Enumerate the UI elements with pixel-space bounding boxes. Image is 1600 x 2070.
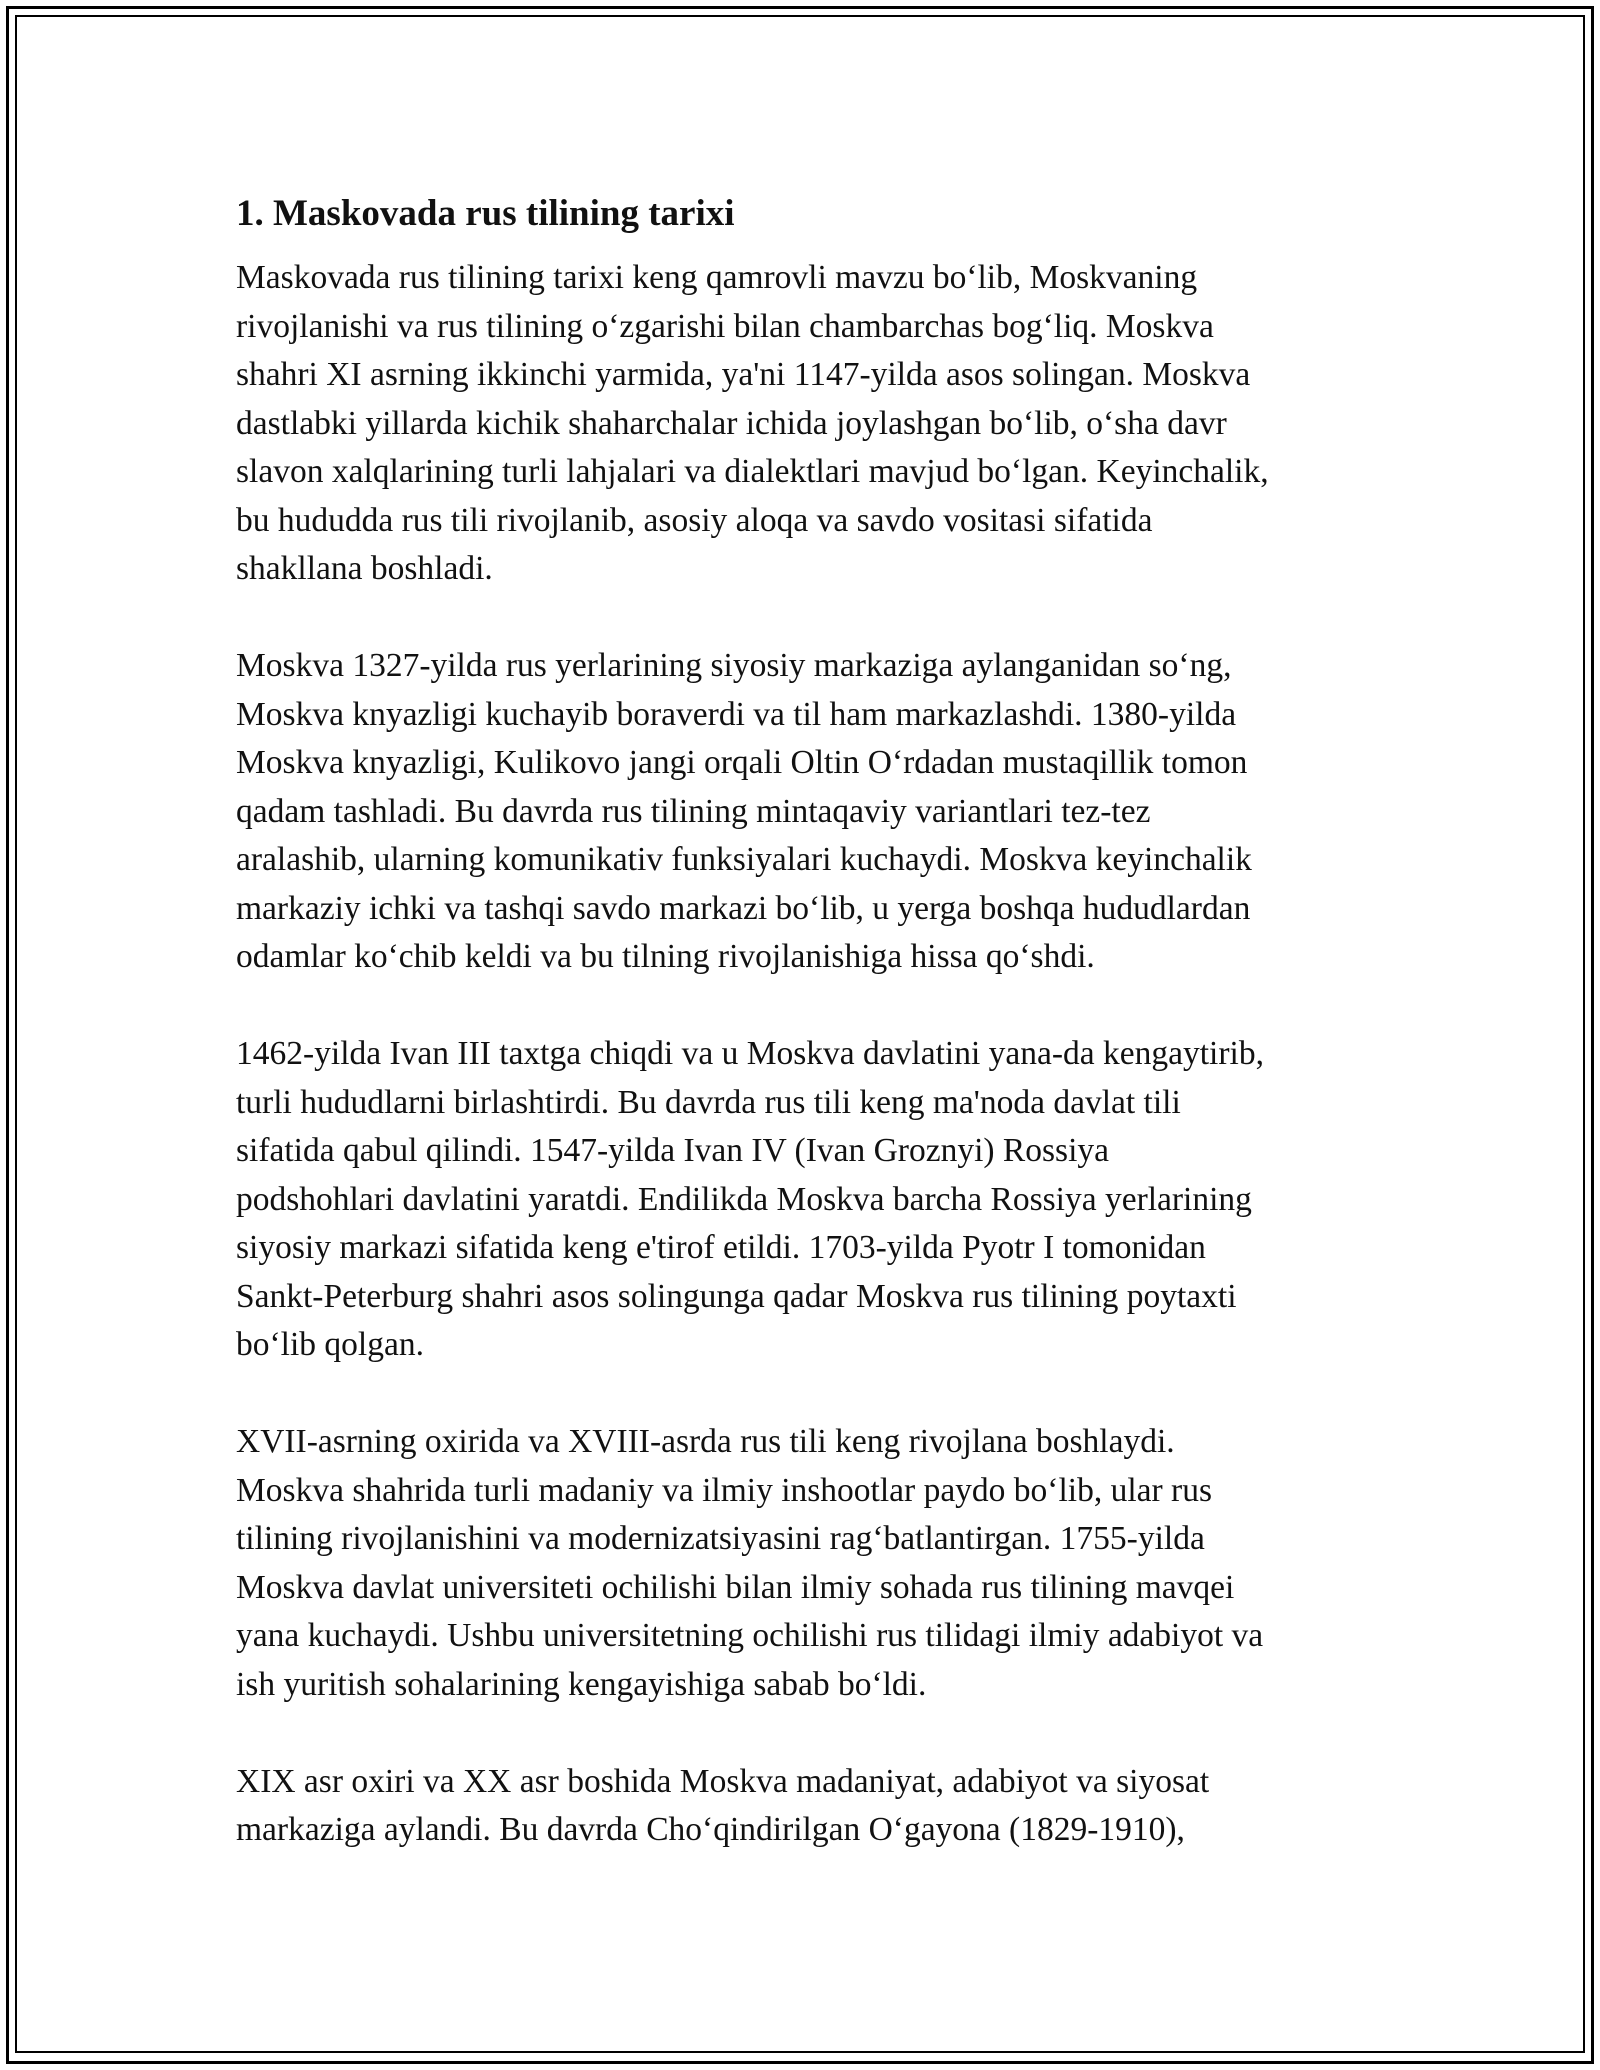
paragraph: XVII-asrning oxirida va XVIII-asrda rus tili keng rivojlana boshlaydi. Moskva shahrida turli madaniy va ilmiy inshootlar paydo bo‘lib, ular rus tilining rivojlanishini va modernizatsiyasini rag‘batlantirgan. 1755-yilda Moskva davlat universiteti ochilishi bilan ilmiy sohada rus tilining mavqei yana kuchaydi. Ushbu universitetning ochilishi rus tilidagi ilmiy adabiyot va ish yuritish sohalarining kengayishiga sabab bo‘ldi. — [236, 1423, 1264, 1703]
paragraph: Moskva 1327-yilda rus yerlarining siyosiy markaziga aylanganidan so‘ng, Moskva knyazligi kuchayib boraverdi va til ham markazlashdi. 1380-yilda Moskva knyazligi, Kulikovo jangi orqali Oltin O‘rdadan mustaqillik tomon qadam tashladi. Bu davrda rus tilining mintaqaviy variantlari tez-tez aralashib, ularning komunikativ funksiyalari kuchaydi. Moskva keyinchalik markaziy ichki va tashqi savdo markazi bo‘lib, u yerga boshqa hududlardan odamlar ko‘chib keldi va bu tilning rivojlanishiga hissa qo‘shdi. — [236, 647, 1252, 975]
document-body — [236, 186, 1386, 1855]
paragraph: Maskovada rus tilining tarixi keng qamrovli mavzu bo‘lib, Moskvaning rivojlanishi va rus tilining o‘zgarishi bilan chambarchas bog‘liq. Moskva shahri XI asrning ikkinchi yarmida, ya'ni 1147-yilda asos solingan. Moskva dastlabki yillarda kichik shaharchalar ichida joylashgan bo‘lib, o‘sha davr slavon xalqlarining turli lahjalari va dialektlari mavjud bo‘lgan. Keyinchalik, bu hududda rus tili rivojlanib, asosiy aloqa va savdo vositasi sifatida shakllana boshladi. — [236, 259, 1269, 587]
section-heading: 1. Maskovada rus tilining tarixi — [236, 193, 735, 234]
paragraph: XIX asr oxiri va XX asr boshida Moskva madaniyat, adabiyot va siyosat markaziga aylandi. Bu davrda Cho‘qindirilgan O‘gayona (1829-1910), — [236, 1762, 1210, 1848]
paragraph: 1462-yilda Ivan III taxtga chiqdi va u Moskva davlatini yana-da kengaytirib, turli hududlarni birlashtirdi. Bu davrda rus tili keng ma'noda davlat tili sifatida qabul qilindi. 1547-yilda Ivan IV (Ivan Groznyi) Rossiya podshohlari davlatini yaratdi. Endilikda Moskva barcha Rossiya yerlarining siyosiy markazi sifatida keng e'tirof etildi. 1703-yilda Pyotr I tomonidan Sankt-Peterburg shahri asos solingunga qadar Moskva rus tilining poytaxti bo‘lib qolgan. — [236, 1035, 1264, 1363]
